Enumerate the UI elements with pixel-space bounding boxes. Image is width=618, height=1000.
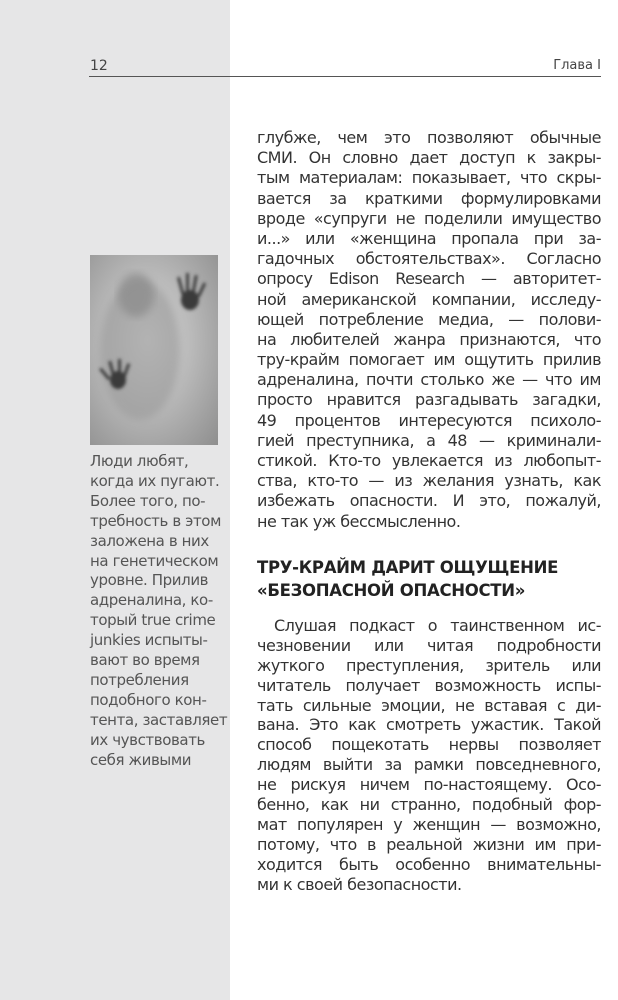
section-heading (257, 556, 558, 602)
header-rule (89, 76, 601, 77)
text-line: тру-крайм помогает им ощутить прилив (257, 350, 601, 370)
photo-caption (90, 452, 230, 771)
text-line: глубже, чем это позволяют обычные (257, 128, 601, 147)
running-header-chapter: Глава I (553, 58, 601, 73)
text-line: избежать опасности. И это, пожалуй, (257, 491, 601, 511)
text-line: адреналина, почти столько же — что им (257, 370, 601, 390)
text-line: читатель получает возможность испы- (257, 675, 601, 695)
caption-line: требность в этом (90, 511, 221, 530)
caption-line: вают во время (90, 651, 200, 670)
caption-line: junkies испыты- (90, 631, 208, 650)
text-line: не рискуя ничем по-настоящему. Осо- (257, 775, 601, 795)
text-line: потому, что в реальной жизни им при- (257, 834, 601, 854)
text-line: мат популярен у женщин — возможно, (257, 814, 601, 834)
ghostly-hands-photo (90, 255, 218, 445)
text-line: ходится быть особенно внимательны- (257, 854, 601, 874)
text-line: не так уж бессмысленно. (257, 511, 461, 531)
caption-line: торый true crime (90, 611, 216, 630)
text-line: тать сильные эмоции, не вставая с ди- (257, 695, 601, 715)
caption-line: когда их пугают. (90, 471, 220, 490)
text-line: жуткого преступления, зритель или (257, 655, 601, 675)
text-line: стикой. Кто-то увлекается из любопыт- (257, 451, 601, 470)
caption-line: уровне. Прилив (90, 571, 209, 590)
text-line: гией преступника, а 48 — криминали- (257, 430, 601, 450)
text-line: ющей потребление медиа, — полови- (257, 309, 601, 329)
page-number: 12 (90, 58, 108, 74)
heading-line: «БЕЗОПАСНОЙ ОПАСНОСТИ» (257, 581, 526, 600)
text-line: чезновении или читая подробности (257, 635, 601, 655)
text-line: Слушая подкаст о таинственном ис- (274, 616, 601, 635)
text-line: СМИ. Он словно дает доступ к закры- (257, 148, 601, 168)
text-line: ной американской компании, исследу- (257, 289, 601, 309)
text-line: тым материалам: показывает, что скры- (257, 168, 601, 188)
text-line: людям выйти за рамки повседневного, (257, 755, 601, 775)
text-line: 49 процентов интересуются психоло- (257, 410, 601, 430)
text-line: просто нравится разгадывать загадки, (257, 390, 601, 410)
caption-line: адреналина, ко- (90, 591, 213, 610)
text-line: гадочных обстоятельствах». Согласно (257, 249, 601, 269)
text-line: вроде «супруги не поделили имущество (257, 208, 601, 228)
heading-line: ТРУ-КРАЙМ ДАРИТ ОЩУЩЕНИЕ (257, 558, 559, 577)
text-line: вается за краткими формулировками (257, 188, 601, 208)
text-line: бенно, как ни странно, подобный фор- (257, 795, 601, 815)
text-line: на любителей жанра признаются, что (257, 329, 601, 349)
caption-line: Более того, по- (90, 491, 206, 510)
text-line: способ пощекотать нервы позволяет (257, 735, 601, 755)
caption-line: тента, заставляет (90, 710, 228, 729)
caption-line: их чувствовать (90, 730, 205, 749)
caption-line: подобного кон- (90, 690, 207, 709)
caption-line: потребления (90, 670, 189, 689)
main-text-column (257, 128, 601, 908)
caption-line: себя живыми (90, 750, 192, 769)
caption-line: на генетическом (90, 551, 219, 570)
text-line: вана. Это как смотреть ужастик. Такой (257, 715, 601, 735)
text-line: и...» или «женщина пропала при за- (257, 228, 601, 248)
caption-line: заложена в них (90, 531, 209, 550)
paragraph-2 (257, 616, 601, 894)
text-line: опросу Edison Research — авторитет- (257, 269, 601, 289)
text-line: ства, кто-то — из желания узнать, как (257, 471, 601, 491)
caption-line: Люди любят, (90, 452, 189, 470)
paragraph-1 (257, 128, 601, 532)
text-line: ми к своей безопасности. (257, 874, 462, 894)
